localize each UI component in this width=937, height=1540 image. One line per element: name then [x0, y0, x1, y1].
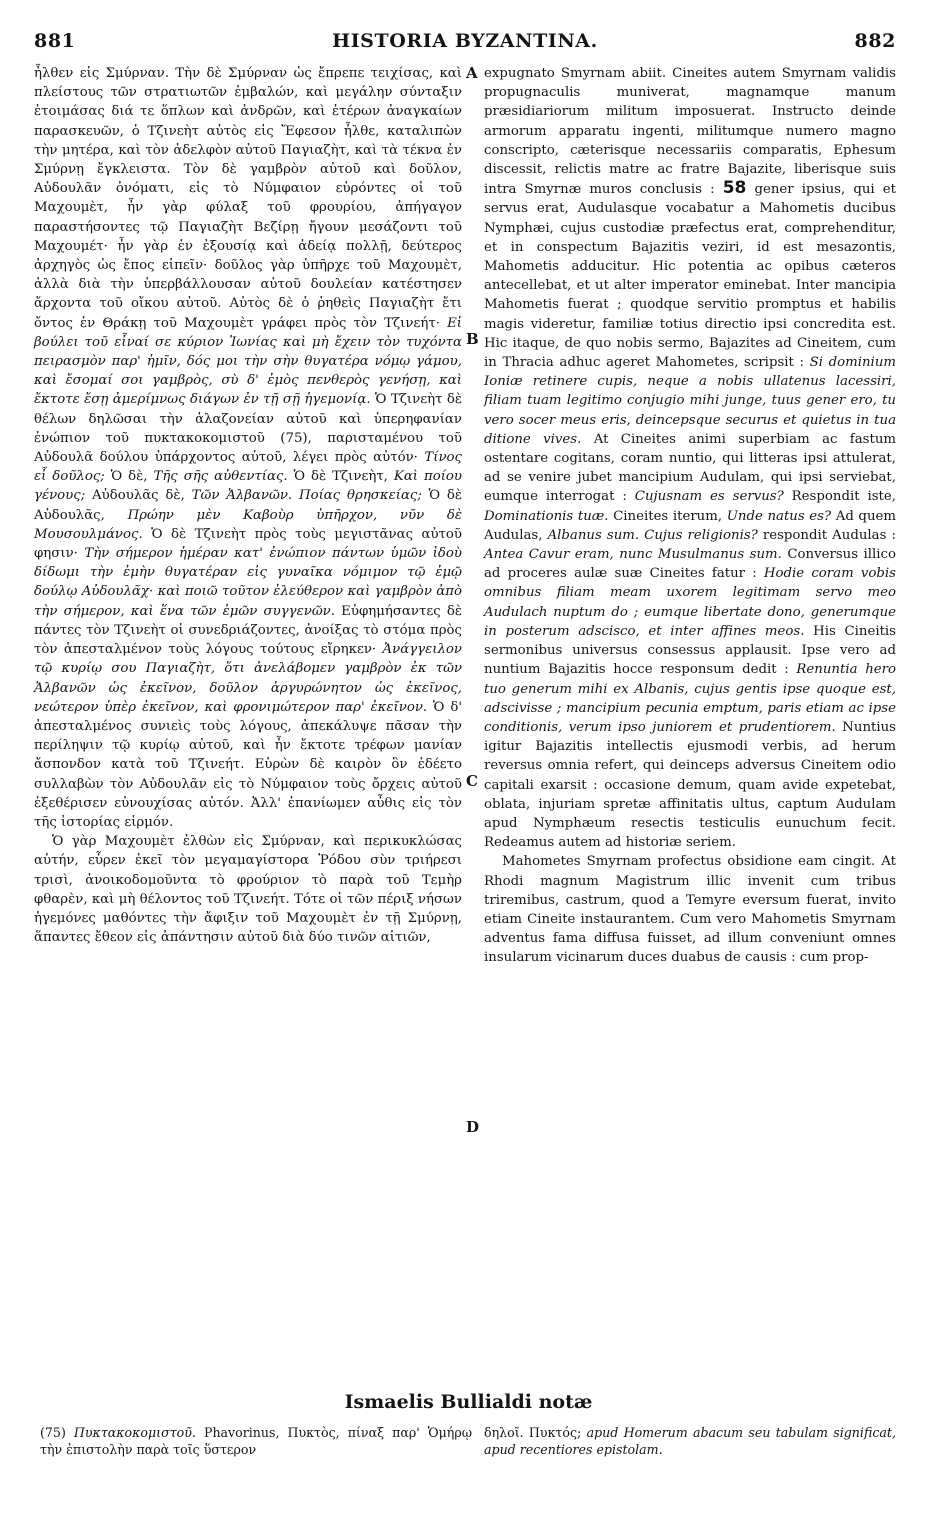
greek-paragraph: ἦλθεν εἰς Σμύρναν. Τὴν δὲ Σμύρναν ὡς ἔπρεπε τειχίσας, καὶ πλείστους τῶν στρατιωτῶν ἐμβαλών, καὶ μεγάλην σύνταξιν ἑτοιμάσας διά τε ὅπλων καὶ ἀνδρῶν, καὶ ἑτέρων ἀναγκαίων παρασκευῶν, ὁ Τζινεὴτ αὐτὸς εἰς Ἔφεσον ἦλθε, καταλιπὼν τὴν μητέρα, καὶ τὸν ἀδελφὸν αὐτοῦ Παγιαζὴτ, καὶ τὰ τέκνα ἐν Σμύρνῃ ἔγκλειστα. Τὸν δὲ γαμβρὸν αὐτοῦ καὶ δοῦλον, Αὐδουλᾶν ὀνόματι, εἰς τὸ Νύμφαιον εὑρόντες οἱ τοῦ Μαχουμὲτ, ἦν γὰρ φύλαξ τοῦ φρουρίου, ἀπήγαγον παραστήσοντες τῷ Παγιαζὴτ Βεζίρῃ ἤγουν μεσάζοντι τοῦ Μαχουμέτ· ἦν γὰρ ἐν ἐξουσίᾳ καὶ ἀδείᾳ πολλῇ, δεύτερος ἀρχηγὸς ὡς ἔπος εἰπεῖν· δοῦλος γὰρ ὑπῆρχε τοῦ Μαχουμὲτ, ἀλλὰ διὰ τὴν ὑπερβάλλουσαν αὐτοῦ δουλείαν κατέστησεν ἄρχοντα τοῦ οἴκου αὐτοῦ. Αὐτὸς δὲ ὁ ῥηθεὶς Παγιαζὴτ ἔτι ὄντος ἐν Θράκῃ τοῦ Μαχουμὲτ γράφει πρὸς τὸν Τζινεήτ· Εἰ βούλει τοῦ εἶναί σε κύριον Ἰωνίας καὶ μὴ ἔχειν τὸν τυχόντα πειρασμὸν παρ' ἡμῖν, δός μοι τὴν σὴν θυγατέρα νόμῳ γάμου, καὶ ἔσομαί σοι γαμβρὸς, σὺ δ' ἐμὸς πενθερὸς γενήσῃ, καὶ ἔκτοτε ἔσῃ ἀμερίμνως διάγων ἐν τῇ σῇ ἡγεμονίᾳ. Ὁ Τζινεὴτ δὲ θέλων δηλῶσαι τὴν ἀλαζονείαν αὐτοῦ καὶ ὑπερηφανίαν ἐνώπιον τοῦ πυκτακοκομιστοῦ (75), παρισταμένου τοῦ Αὐδουλᾶ δούλου ὑπάρχοντος αὐτοῦ, λέγει πρὸς αὐτόν· Τίνος εἶ δοῦλος; Ὁ δὲ, Τῆς σῆς αὐθεντίας. Ὁ δὲ Τζινεὴτ, Καὶ ποίου γένους; Αὐδουλᾶς δὲ, Τῶν Ἀλβανῶν. Ποίας θρησκείας; Ὁ δὲ Αὐδουλᾶς, Πρώην μὲν Καβοὺρ ὑπῆρχον, νῦν δὲ Μουσουλμάνος. Ὁ δὲ Τζινεὴτ πρὸς τοὺς μεγιστᾶνας αὐτοῦ φησιν· Τὴν σήμερον ἡμέραν κατ' ἐνώπιον πάντων ὑμῶν ἰδοὺ δίδωμι τὴν ἐμὴν θυγατέραν εἰς γυναῖκα νόμιμον τῷ ἐμῷ δούλῳ Αὐδουλᾶχ· καὶ ποιῶ τοῦτον ἐλεύθερον καὶ γαμβρὸν ἀπὸ τὴν σήμερον, καὶ ἕνα τῶν ἐμῶν συγγενῶν. Εὐφημήσαντες δὲ πάντες τὸν Τζινεὴτ οἱ συνεδριάζοντες, ἀνοίξας τὸ στόμα πρὸς τὸν ἀπεσταλμένον τοὺς λόγους τούτους εἴρηκεν· Ἀνάγγειλον τῷ κυρίῳ σου Παγιαζὴτ, ὅτι ἀνελάβομεν γαμβρὸν ἐκ τῶν Ἀλβανῶν ὡς ἐκεῖνον, δοῦλον ἀργυρώνητον ὡς ἐκεῖνος, νεώτερον ὑπὲρ ἐκεῖνον, καὶ φρονιμώτερον παρ' ἐκεῖνον. Ὁ δ' ἀπεσταλμένος συνιεὶς τοὺς λόγους, ἀπεκάλυψε πᾶσαν τὴν περίληψιν τῷ κυρίῳ αὐτοῦ, καὶ ἦν ἔκτοτε τρέφων μανίαν ἄσπονδον κατὰ τοῦ Τζινεήτ. Εὑρὼν δὲ καιρὸν ὃν ἐδέετο συλλαβὼν τὸν Αὐδουλᾶν εἰς τὸ Νύμφαιον τοὺς ὄρχεις αὐτοῦ ἐξεθέρισεν εὐνουχίσας αὐτόν. Ἀλλ' ἐπανίωμεν αὖθις εἰς τὸν τῆς ἱστορίας εἱρμόν. — [34, 66, 463, 830]
footnote-number: (75) — [40, 1425, 66, 1440]
running-title: HISTORIA BYZANTINA. — [332, 30, 598, 52]
footnote-lemma: Πυκτακοκομιστοῦ. — [73, 1425, 196, 1440]
margin-letter-d: D — [466, 1118, 480, 1136]
greek-column — [34, 64, 462, 947]
margin-letter-c: C — [466, 772, 478, 790]
running-header — [34, 30, 896, 56]
section-marker: 58 — [722, 178, 747, 199]
margin-letters — [462, 64, 484, 1164]
footnote-right — [484, 1424, 896, 1458]
notes-title: Ismaelis Bullialdi notæ — [344, 1391, 593, 1413]
footnote-text: Phavorinus, Πυκτὸς, πίναξ παρ' Ὁμήρῳ τὴν ἐπιστολὴν παρὰ τοῖς ὕστερον — [40, 1425, 472, 1457]
margin-letter-b: B — [466, 330, 479, 348]
latin-column — [484, 64, 896, 968]
footnote-text-italic: apud Homerum abacum seu tabulam significat, apud recentiores epistolam. — [484, 1425, 896, 1457]
latin-paragraph: Mahometes Smyrnam profectus obsidione eam cingit. At Rhodi magnum Magistrum illic invenit cum tribus triremibus, castrum, quod a Temyre eversum fuerat, invito etiam Cineite instaurantem. Cum vero Mahometis Smyrnam adventus fama diffusa fuisset, ad illum conveniunt omnes insularum vicinarum duces duabus de causis : cum prop- — [484, 854, 896, 966]
latin-paragraph: expugnato Smyrnam abiit. Cineites autem Smyrnam validis propugnaculis muniverat, magnamque manum præsidiariorum militum imposuerat. Instructo deinde armorum apparatu ingenti, militumque numero magno conscripto, cæterisque necessariis comparatis, Ephesum discessit, relictis matre ac fratre Bajazite, liberisque suis intra Smyrnæ muros conclusis : 58 gener ipsius, qui et servus erat, Audulasque vocabatur a Mahometis ducibus Nymphæi, cujus custodiæ præfectus erat, comprehenditur, et in conspectum Bajazitis veziri, id est mesazontis, Mahometis adducitur. Hic potentia ac opibus cæteros antecellebat, et ut alter imperator eminebat. Inter mancipia Mahometis fuerat ; quodque servitio promptus et habilis magis videretur, familiæ totius directio ipsi concredita est. Hic itaque, de quo nobis sermo, Bajazites ad Cineitem, cum in Thracia adhuc ageret Mahometes, scripsit : Si dominium Ioniæ retinere cupis, neque a nobis ullatenus lacessiri, filiam tuam legitimo conjugio mihi junge, tuus gener ero, tu vero socer meus eris, deincepsque securus et quietus in tua ditione vives. At Cineites animi superbiam ac fastum ostentare cogitans, coram nuntio, qui litteras ipsi attulerat, ad se venire jubet mancipium Audulam, qui ipsi serviebat, eumque interrogat : Cujusnam es servus? Respondit iste, Dominationis tuæ. Cineites iterum, Unde natus es? Ad quem Audulas, Albanus sum. Cujus religionis? respondit Audulas : Antea Cavur eram, nunc Musulmanus sum. Conversus illico ad proceres aulæ suæ Cineites fatur : Hodie coram vobis omnibus filiam meam uxorem legitimam servo meo Audulach nuptum do ; eumque libertate dono, generumque in posterum adscisco, et inter affines meos. His Cineitis sermonibus universus consessus applausit. Ipse vero ad nuntium Bajazitis hocce responsum dedit : Renuntia hero tuo generum mihi ex Albanis, cujus gentis ipse quoque est, adscivisse ; mancipium pecunia emptum, paris etiam ac ipse conditionis, verum ipso juniorem et prudentiorem. Nuntius igitur Bajazitis intellectis ejusmodi verbis, ad herum reversus omnia refert, qui deinceps adversus Cineitem odio capitali exarsit : occasione demum, quam avide expetebat, oblata, injuriam spretæ affinitatis ultus, captum Audulam apud Nymphæum resectis testiculis eunuchum fecit. Redeamus autem ad historiæ seriem. — [484, 66, 896, 851]
page-number-left: 881 — [34, 30, 76, 52]
footnote-left — [40, 1424, 472, 1458]
footnote-text: δηλοῖ. Πυκτός; — [484, 1425, 582, 1440]
greek-paragraph: Ὁ γὰρ Μαχουμὲτ ἐλθὼν εἰς Σμύρναν, καὶ περικυκλώσας αὐτήν, εὗρεν ἐκεῖ τὸν μεγαμαγίστορα Ῥόδου σὺν τριήρεσι τρισὶ, ἀνοικοδομοῦντα τὸ φρούριον τὸ παρὰ τοῦ Τεμὴρ φθαρὲν, καὶ μὴ θέλοντος τοῦ Τζινεήτ. Τότε οἱ τῶν πέριξ νήσων ἡγεμόνες μαθόντες τὴν ἄφιξιν τοῦ Μαχουμὲτ ἐν τῇ Σμύρνῃ, ἅπαντες ἔθεον εἰς ἀπάντησιν αὐτοῦ διὰ δύο τινῶν αἰτιῶν, — [34, 834, 462, 946]
margin-letter-a: A — [466, 64, 478, 82]
page-number-right: 882 — [854, 30, 896, 52]
